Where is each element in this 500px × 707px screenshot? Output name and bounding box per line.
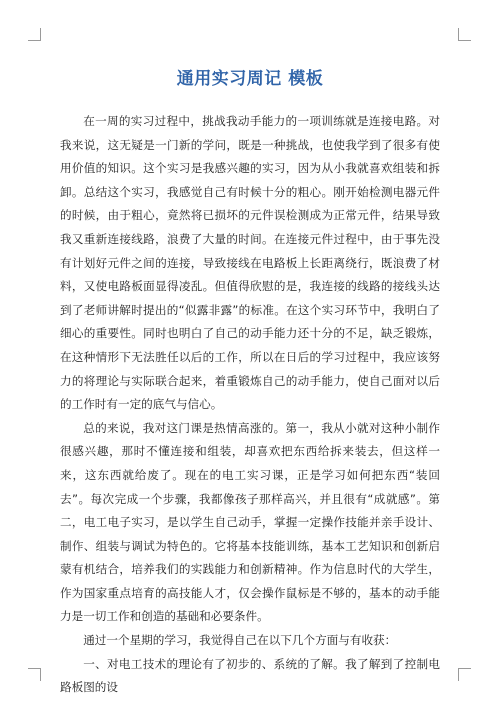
paragraph: 总的来说，我对这门课是热情高涨的。第一，我从小就对这种小制作很感兴趣，那时不懂连接和组装，却喜欢把东西给拆来装去，但这样一来，这东西就给废了。现在的电工实习课，正是学习如何把东西“装回去”。每次完成一个步骤，我都像孩子那样高兴，并且很有“成就感”。第二，电工电子实习，是以学生自己动手，掌握一定操作技能并亲手设计、制作、组装与调试为特色的。它将基本技能训练，基本工艺知识和创新启蒙有机结合，培养我们的实践能力和创新精神。作为信息时代的大学生，作为国家重点培育的高技能人才，仅会操作鼠标是不够的，基本的动手能力是一切工作和创造的基础和必要条件。 bbox=[60, 420, 440, 624]
document-title: 通用实习周记 模板 bbox=[176, 69, 324, 89]
paragraph: 在一周的实习过程中，挑战我动手能力的一项训练就是连接电路。对我来说，这无疑是一门新的学问，既是一种挑战，也使我学到了很多有使用价值的知识。这个实习是我感兴趣的实习，因为从小我就喜欢组装和拆卸。总结这个实习，我感觉自己有时候十分的粗心。刚开始检测电器元件的时候，由于粗心，竟然将已损坏的元件误检测成为正常元件，结果导致我又重新连接线路，浪费了大量的时间。在连接元件过程中，由于事先没有计划好元件之间的连接，导致接线在电路板上长距离绕行，既浪费了材料，又使电路板面显得凌乱。但值得欣慰的是，我连接的线路的接线头达到了老师讲解时提出的“似露非露”的标准。在这个实习环节中，我明白了细心的重要性。同时也明白了自己的动手能力还十分的不足，缺乏锻炼，在这种情形下无法胜任以后的工作，所以在日后的学习过程中，我应该努力的将理论与实际联合起来，着重锻炼自己的动手能力，使自己面对以后的工作时有一定的底气与信心。 bbox=[60, 114, 440, 412]
crop-mark-top-left bbox=[28, 28, 41, 41]
document-body bbox=[60, 110, 440, 700]
crop-mark-bottom-left bbox=[28, 668, 41, 681]
crop-mark-top-right bbox=[458, 28, 471, 41]
paragraph: 通过一个星期的学习，我觉得自己在以下几个方面与有收获： bbox=[83, 633, 397, 648]
crop-mark-bottom-right bbox=[458, 668, 471, 681]
paragraph: 一、对电工技术的理论有了初步的、系统的了解。我了解到了控制电路板图的设 bbox=[60, 656, 440, 695]
